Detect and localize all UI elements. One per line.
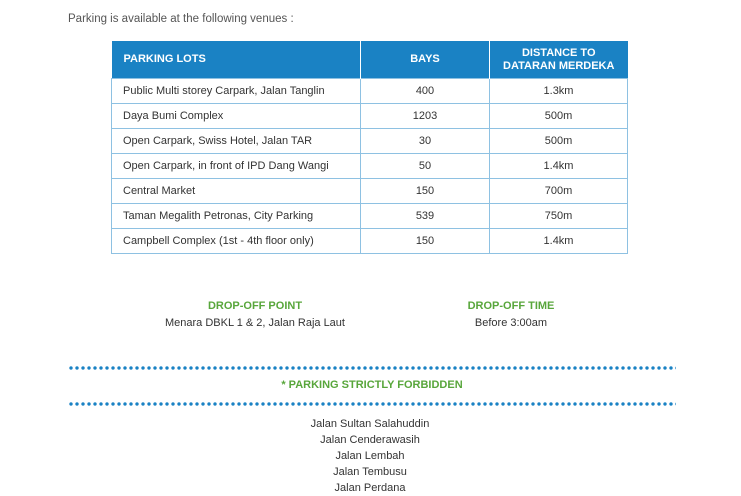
lot-bays: 50 [361,154,490,179]
lot-name: Open Carpark, Swiss Hotel, Jalan TAR [112,129,361,154]
lot-name: Taman Megalith Petronas, City Parking [112,204,361,229]
forbidden-street-list [220,416,520,496]
lot-name: Public Multi storey Carpark, Jalan Tanglin [112,79,361,104]
table-row [112,104,628,129]
lot-distance: 750m [490,204,628,229]
dropoff-point-label: DROP-OFF POINT [207,300,303,312]
dropoff-point-block [140,300,370,329]
list-item: Jalan Cenderawasih [320,434,420,446]
parking-table [111,41,628,254]
lot-bays: 400 [361,79,490,104]
dotted-divider-top [68,366,676,370]
dotted-divider-bottom [68,402,676,406]
dropoff-time-label: DROP-OFF TIME [467,300,555,312]
lot-name: Campbell Complex (1st - 4th floor only) [112,229,361,254]
lot-distance: 1.4km [490,154,628,179]
lot-bays: 150 [361,179,490,204]
list-item: Jalan Perdana [334,482,406,494]
table-row [112,154,628,179]
dropoff-point-value: Menara DBKL 1 & 2, Jalan Raja Laut [165,317,345,329]
table-row [112,229,628,254]
header-distance-line1: DISTANCE TO [521,46,596,59]
lot-bays: 539 [361,204,490,229]
lot-name: Daya Bumi Complex [112,104,361,129]
lot-bays: 150 [361,229,490,254]
list-item: Jalan Lembah [335,450,405,462]
table-row [112,204,628,229]
table-row [112,79,628,104]
table-header-row [112,41,628,79]
header-distance-line2: DATARAN MERDEKA [503,59,615,72]
dropoff-time-block [430,300,592,329]
lot-name: Central Market [112,179,361,204]
table-row [112,179,628,204]
table-row [112,129,628,154]
lot-bays: 30 [361,129,490,154]
lot-name: Open Carpark, in front of IPD Dang Wangi [112,154,361,179]
lot-distance: 1.3km [490,79,628,104]
header-distance [490,41,628,79]
list-item: Jalan Sultan Salahuddin [310,418,430,430]
header-bays: BAYS [361,41,490,79]
lot-bays: 1203 [361,104,490,129]
intro-text: Parking is available at the following venues : [68,13,294,25]
forbidden-title: * PARKING STRICTLY FORBIDDEN [281,379,463,391]
lot-distance: 500m [490,129,628,154]
dropoff-time-value: Before 3:00am [474,317,548,329]
header-parking-lots: PARKING LOTS [112,41,361,79]
list-item: Jalan Tembusu [333,466,407,478]
lot-distance: 500m [490,104,628,129]
lot-distance: 700m [490,179,628,204]
lot-distance: 1.4km [490,229,628,254]
